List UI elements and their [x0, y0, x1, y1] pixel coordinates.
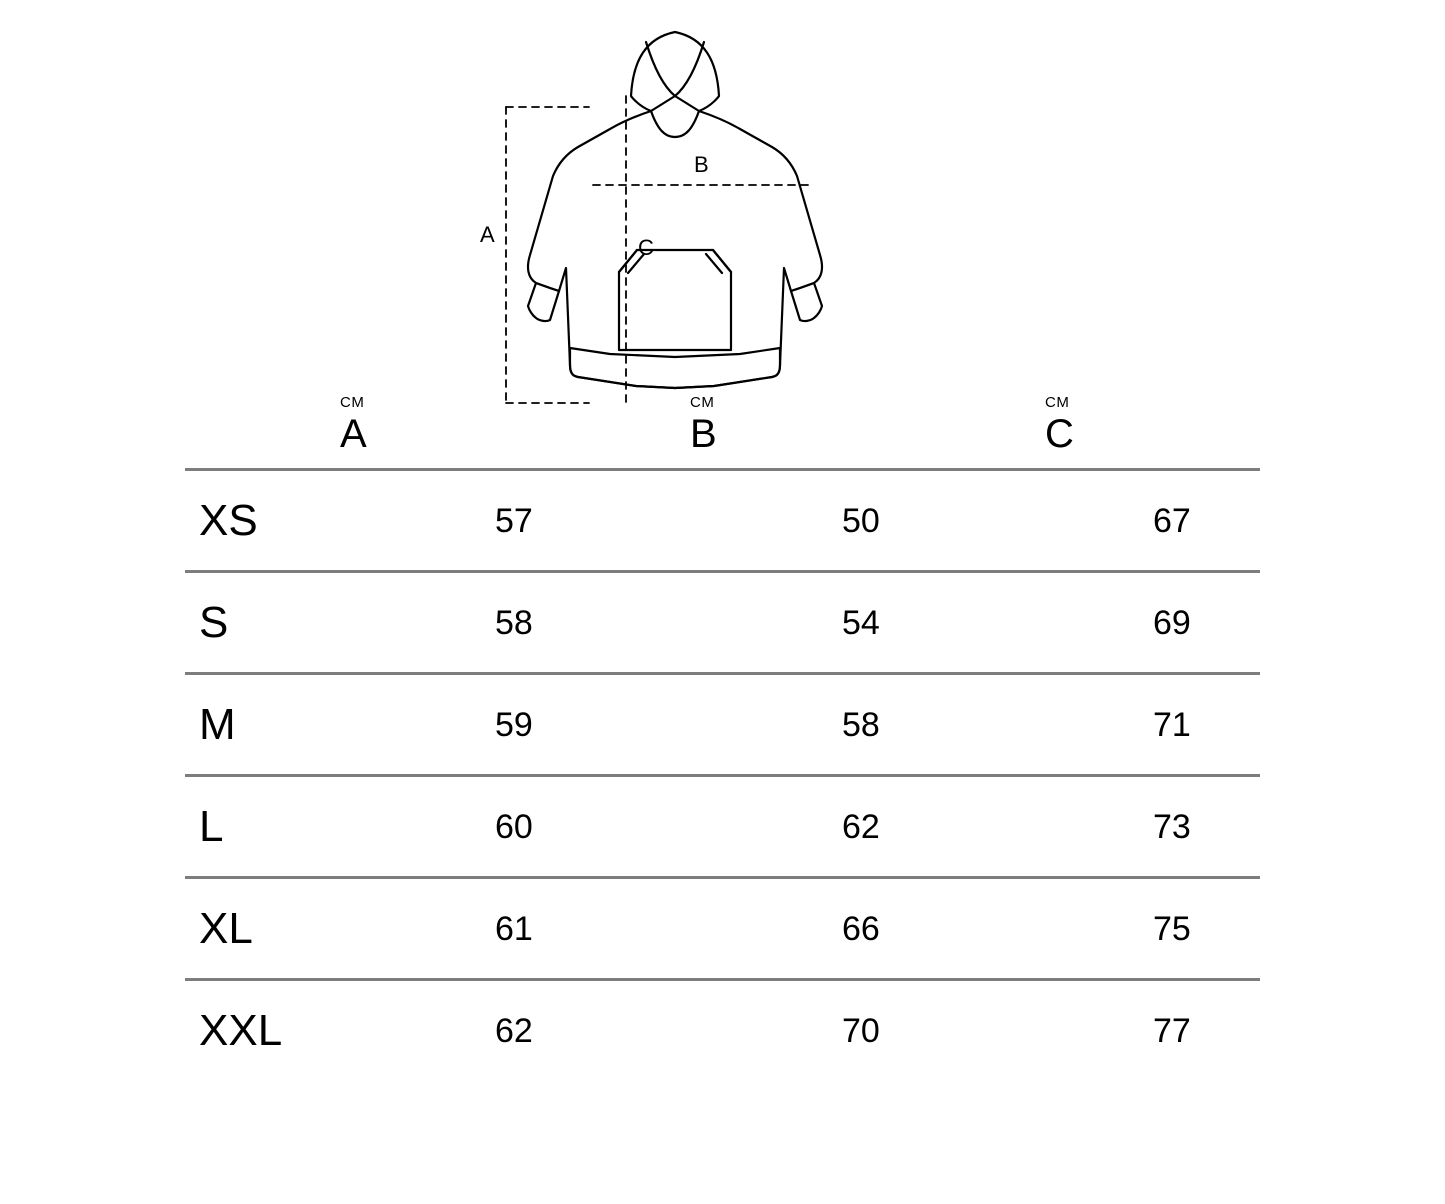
header-size — [185, 395, 340, 470]
row-size: XL — [199, 903, 253, 953]
left-cuff — [528, 283, 559, 321]
row-value-c: 69 — [1153, 603, 1191, 642]
row-value-b: 62 — [842, 807, 880, 846]
row-size: XS — [199, 495, 258, 545]
row-value-c: 73 — [1153, 807, 1191, 846]
waistband — [570, 348, 780, 388]
table-row — [185, 572, 1260, 674]
table-row — [185, 776, 1260, 878]
row-value-c: 77 — [1153, 1011, 1191, 1050]
unit-label-b: CM — [690, 394, 715, 411]
header-b-label: B — [690, 412, 717, 456]
measure-a-label: A — [480, 222, 495, 247]
header-col-b — [690, 395, 1045, 470]
row-value-c: 71 — [1153, 705, 1191, 744]
header-a-label: A — [340, 412, 367, 456]
header-col-c — [1045, 395, 1260, 470]
pocket-opening-right — [713, 250, 731, 272]
table-body — [185, 470, 1260, 1081]
size-table-container — [185, 395, 1260, 1080]
row-value-b: 54 — [842, 603, 880, 642]
row-size: S — [199, 597, 229, 647]
hood-outline — [631, 32, 719, 111]
hoodie-diagram — [450, 10, 900, 420]
measure-b-label: B — [694, 152, 709, 177]
row-value-c: 75 — [1153, 909, 1191, 948]
row-size: L — [199, 801, 224, 851]
unit-label-a: CM — [340, 394, 365, 411]
right-cuff — [791, 283, 822, 321]
table-row — [185, 878, 1260, 980]
row-value-a: 59 — [495, 705, 533, 744]
row-value-a: 57 — [495, 501, 533, 540]
measure-a-guides — [506, 107, 589, 403]
size-table — [185, 395, 1260, 1080]
table-row — [185, 980, 1260, 1081]
measure-c-label: C — [638, 235, 654, 260]
table-row — [185, 674, 1260, 776]
row-value-a: 62 — [495, 1011, 533, 1050]
row-value-a: 58 — [495, 603, 533, 642]
row-value-b: 50 — [842, 501, 880, 540]
hood-inner-seam — [646, 42, 704, 96]
row-value-b: 58 — [842, 705, 880, 744]
header-col-a — [340, 395, 690, 470]
row-value-a: 61 — [495, 909, 533, 948]
row-size: XXL — [199, 1005, 283, 1055]
header-c-label: C — [1045, 412, 1074, 456]
row-value-a: 60 — [495, 807, 533, 846]
pocket-opening-left — [619, 250, 637, 272]
table-header-row — [185, 395, 1260, 470]
table-row — [185, 470, 1260, 572]
row-value-b: 70 — [842, 1011, 880, 1050]
table-header — [185, 395, 1260, 470]
row-value-b: 66 — [842, 909, 880, 948]
unit-label-c: CM — [1045, 394, 1070, 411]
row-size: M — [199, 699, 236, 749]
row-value-c: 67 — [1153, 501, 1191, 540]
